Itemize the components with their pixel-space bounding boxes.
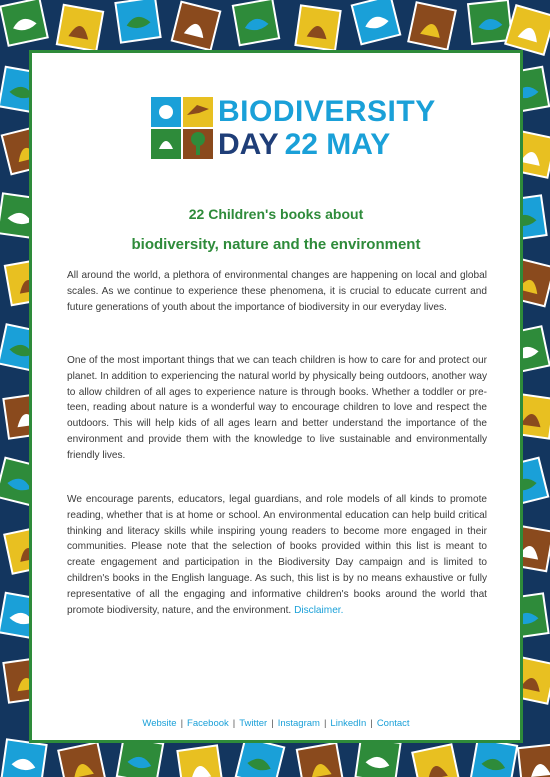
- logo-title-day: DAY: [218, 128, 279, 161]
- body-paragraph: One of the most important things that we can teach children is how to care for and protect our planet. In addition to experiencing the natural world by physically being outdoors, another way to allow children of all ages to experience nature is through books. Whether a toddler or pre-teen, reading about nature is a wonderful way to encourage children to love and respect the outdoors. This will help kids of all ages learn and better understand the importance of the environment and provide them with the knowledge to live sustainable and environmentally friendly lives.: [67, 355, 487, 461]
- butterfly-icon: [297, 743, 343, 777]
- leaf-icon: [468, 0, 512, 44]
- encourage-paragraph: [67, 492, 487, 618]
- mushroom-icon: [236, 738, 284, 777]
- footer-separator: |: [180, 718, 184, 729]
- content-card: [29, 50, 523, 743]
- fish-icon: [505, 5, 550, 54]
- footer-link-instagram[interactable]: Instagram: [277, 718, 320, 729]
- leaf-icon: [471, 739, 517, 777]
- footer-link-linkedin[interactable]: LinkedIn: [330, 718, 367, 729]
- disclaimer-link[interactable]: Disclaimer.: [294, 604, 344, 616]
- logo-title-line2: [218, 128, 390, 162]
- mushroom-icon: [233, 0, 279, 45]
- encourage-paragraph-text: We encourage parents, educators, legal guardians, and role models of all kinds to promote reading, whether that is at home or school. An environmental education can help build critical thinking and literacy skills while inspiring young readers to become more engaged in their communities. Please note that the selection of books provided within this list is meant to create engagement and participation in the Biodiversity Day campaign and is limited to children's books in the English language. As such, this list is by no means exhaustive or fully representative of all the engaging and informative children's books around the world that promote biodiversity, nature, and the environment.: [67, 494, 487, 616]
- tree-icon: [57, 5, 103, 51]
- logo-title-line1: BIODIVERSITY: [218, 95, 436, 128]
- footer-link-website[interactable]: Website: [142, 718, 177, 729]
- footer-link-facebook[interactable]: Facebook: [187, 718, 229, 729]
- fish-icon: [177, 745, 222, 777]
- butterfly-icon: [295, 5, 340, 50]
- logo-mark-icon: [151, 97, 213, 159]
- footer-links: [32, 718, 520, 729]
- tree-icon: [412, 744, 459, 777]
- intro-paragraph: All around the world, a plethora of environmental changes are happening on local and global scales. As we continue to experience these phenomena, it is crucial to educate current and future generations of youth about the importance of biodiversity in our everyday lives.: [67, 270, 487, 313]
- bird-icon: [352, 0, 400, 44]
- tree-icon: [58, 742, 105, 777]
- bird-icon: [0, 0, 47, 46]
- footer-link-contact[interactable]: Contact: [376, 718, 410, 729]
- fish-icon: [172, 2, 220, 50]
- leaf-icon: [115, 0, 160, 43]
- tree-icon: [408, 2, 455, 49]
- logo-title-date: 22 MAY: [284, 128, 391, 161]
- bird-icon: [355, 737, 400, 777]
- document-title-line2: biodiversity, nature and the environment: [131, 236, 421, 253]
- footer-separator: |: [232, 718, 236, 729]
- footer-separator: |: [323, 718, 327, 729]
- footer-separator: |: [271, 718, 274, 729]
- footer-link-twitter[interactable]: Twitter: [239, 718, 268, 729]
- fish-icon: [518, 744, 550, 777]
- document-title-line1: 22 Children's books about: [188, 206, 364, 222]
- bird-icon: [1, 739, 46, 777]
- biodiversity-day-logo: [151, 95, 436, 161]
- footer-separator: |: [370, 718, 373, 729]
